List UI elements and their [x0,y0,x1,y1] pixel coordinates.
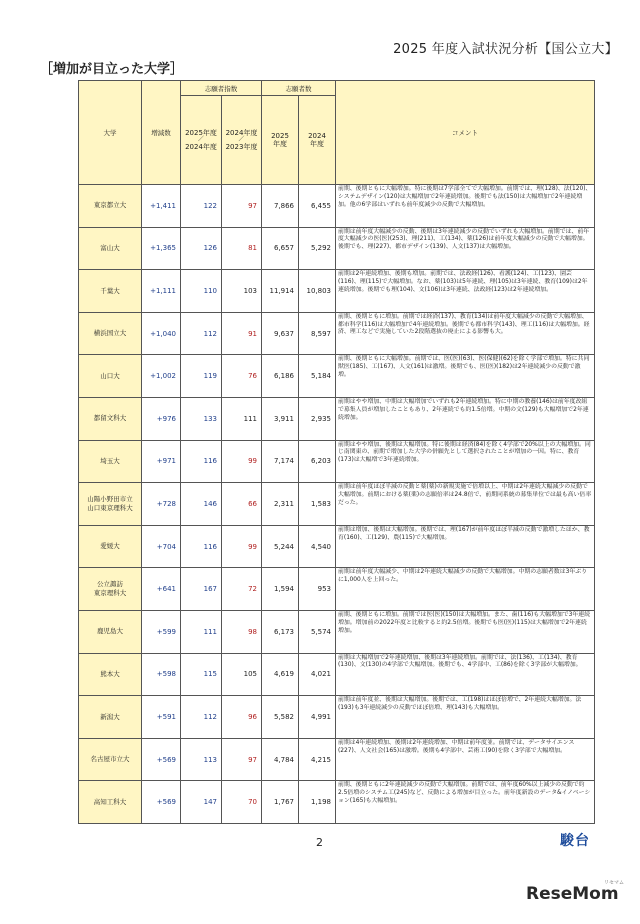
comment-cell: 前期は4年連続増加、後期は2年連続増加、中期は前年度並。前期では、データサイエンス(227)、人文社会(165)は激増。後期も4学部中、芸術工(90)を除く3学部で大幅増加。 [336,738,595,781]
university-name [79,738,142,781]
comment-cell: 前期は前年度並、後期は大幅増加。後期では、工(198)はほぼ倍増で、2年連続大幅増加。法(193)も3年連続減少の反動でほぼ倍増、理(143)も大幅増加。 [336,696,595,739]
applicants-2024: 5,574 [299,610,336,653]
applicant-change: +704 [142,525,181,568]
applicant-change: +728 [142,483,181,526]
applicants-2024: 5,292 [299,227,336,270]
applicant-change: +641 [142,568,181,611]
comment-cell: 前期はやや増加、後期は大幅増加。特に後期は経済(84)を除く4学部で20%以上の大幅増加。同じ南関東の、前期で増加した大学の併願先として選択されたことが増加の一因。特に、教育(173)は大幅増で3年連続増加。 [336,440,595,483]
table-row [79,185,595,228]
university-name [79,185,142,228]
applicant-index-2024: 70 [222,781,262,824]
applicant-index-2025: 110 [181,270,222,313]
applicant-index-2024: 98 [222,610,262,653]
university-name [79,270,142,313]
university-name [79,227,142,270]
applicant-index-2025: 113 [181,738,222,781]
university-name [79,483,142,526]
applicant-index-2025: 111 [181,610,222,653]
applicant-index-2024: 99 [222,440,262,483]
university-name [79,696,142,739]
comment-cell: 前期は前年度ほぼ半減の反動と薬(薬)の新規実施で倍増以上、中期は2年連続大幅減少の反動で大幅増加。前期における薬(薬)の志願倍率は24.8倍で、前期同系統の募集単位では最も高い倍率だった。 [336,483,595,526]
applicant-index-2025: 119 [181,355,222,398]
university-name [79,610,142,653]
applicants-2025: 11,914 [262,270,299,313]
applicants-2025-top: 2025 [271,131,289,140]
comment-cell: 前期、後期ともに大幅増加。特に後期は7学部全てで大幅増加。前期では、理(128)、法(120)、システムデザイン(120)は大幅増加で2年連続増加。後期でも法(150)は大幅増加で2年連続増加。他の6学部はいずれも前年度減少の反動で大幅増加。 [336,185,595,228]
column-header-index-2025 [181,96,222,185]
page-number: 2 [316,836,323,849]
comment-cell: 前期は2年連続増加、後期も増加。前期では、法政経(126)、看護(124)、工(123)、園芸(116)、理(115)で大幅増加。なお、薬(103)は5年連続、理(105)は3年連続、教育(109)は2年連続増加。後期でも理(104)、文(106)は3年連続、法政経(123)は2年連続増加。 [336,270,595,313]
applicant-index-2025: 167 [181,568,222,611]
applicant-index-2025: 122 [181,185,222,228]
applicant-change: +599 [142,610,181,653]
applicant-index-2024: 96 [222,696,262,739]
table-row [79,653,595,696]
applicants-2025: 1,767 [262,781,299,824]
university-name-line1: 埼玉大 [100,456,120,465]
applicant-increase-table [78,80,595,824]
comment-cell: 前期、後期ともに大幅増加。前期では、医(医)(63)、医(保健)(62)を除く学部で増加。特に共同獣医(185)、工(167)、人文(161)は激増。後期でも、医(医)(182)は2年連続減少の反動で激増。 [336,355,595,398]
applicants-2024: 6,455 [299,185,336,228]
comment-cell: 前期、後期ともに増加。前期では医(医)(150)は大幅増加。また、歯(116)も大幅増加で3年連続増加。増加前の2022年度と比較すると約2.5倍増。後期でも医(医)(115)は大幅増加で2年連続増加。 [336,610,595,653]
applicants-2025: 6,173 [262,610,299,653]
table-row [79,397,595,440]
university-name [79,355,142,398]
column-header-applicants-2024 [299,96,336,185]
table-row [79,312,595,355]
index-2024-top: 2024年度 [225,128,258,137]
applicant-index-2025: 116 [181,440,222,483]
applicant-index-2025: 126 [181,227,222,270]
index-2025-bottom: 2024年度 [185,142,217,151]
applicant-index-2024: 97 [222,185,262,228]
applicant-change: +976 [142,397,181,440]
university-name-line1: 横浜国立大 [93,329,127,338]
university-name [79,525,142,568]
table-row [79,227,595,270]
applicant-index-2024: 97 [222,738,262,781]
university-name [79,653,142,696]
applicants-2025: 6,186 [262,355,299,398]
column-header-change: 増減数 [142,81,181,185]
applicants-2024: 2,935 [299,397,336,440]
university-name [79,568,142,611]
applicants-2025: 5,582 [262,696,299,739]
applicants-2025-bottom: 年度 [273,140,287,148]
applicants-2025: 9,637 [262,312,299,355]
applicants-2025: 4,619 [262,653,299,696]
applicant-change: +1,002 [142,355,181,398]
comment-cell: 前期は大幅増加で2年連続増加、後期は3年連続増加。前期では、法(136)、工(134)、教育(130)、文(130)の4学部で大幅増加。後期でも、4学部中、工(86)を除く3学部が大幅増加。 [336,653,595,696]
applicants-2025: 4,784 [262,738,299,781]
table-row [79,355,595,398]
table-row [79,696,595,739]
applicant-index-2025: 133 [181,397,222,440]
applicant-change: +598 [142,653,181,696]
university-name-line1: 公立諏訪 [97,580,123,589]
applicants-2025: 1,594 [262,568,299,611]
index-2025-separator: ／ [197,136,204,144]
applicants-2025: 7,174 [262,440,299,483]
applicant-index-2024: 72 [222,568,262,611]
university-name-line1: 高知工科大 [93,797,127,806]
index-2024-separator: ／ [238,136,245,144]
applicant-index-2025: 116 [181,525,222,568]
university-name [79,312,142,355]
applicant-change: +1,411 [142,185,181,228]
university-name-line1: 名古屋市立大 [90,755,130,764]
university-name-line1: 愛媛大 [100,542,120,551]
applicants-2024: 8,597 [299,312,336,355]
column-header-comment: コメント [336,81,595,185]
index-2025-top: 2025年度 [185,128,217,137]
applicants-2024: 5,184 [299,355,336,398]
applicants-2025: 7,866 [262,185,299,228]
applicant-index-2024: 81 [222,227,262,270]
group-header-applicants: 志願者数 [262,81,336,96]
table-row [79,568,595,611]
applicants-2025: 6,657 [262,227,299,270]
comment-cell: 前期、後期ともに2年連続減少の反動で大幅増加。前期では、前年度60%以上減少の反動で約2.5倍増のシステム工(245)など、反動による増加が目立った。前年度新設のデータ&イノベーション(165)も大幅増加。 [336,781,595,824]
applicant-change: +569 [142,781,181,824]
university-name-line1: 山口大 [100,371,120,380]
applicant-index-2025: 112 [181,312,222,355]
university-name [79,781,142,824]
column-header-applicants-2025 [262,96,299,185]
applicants-2024: 6,203 [299,440,336,483]
table-row [79,610,595,653]
table-row [79,525,595,568]
applicant-index-2025: 147 [181,781,222,824]
university-name [79,440,142,483]
document-title: 2025 年度入試状況分析【国公立大】 [393,42,618,57]
resemom-logo: ReseMom [526,884,619,904]
applicant-change: +569 [142,738,181,781]
resemom-logo-subtitle: リセマム [604,880,624,886]
applicant-change: +1,111 [142,270,181,313]
group-header-applicant-index: 志願者指数 [181,81,262,96]
applicants-2024: 1,583 [299,483,336,526]
university-name-line1: 東京都立大 [93,201,127,210]
applicants-2024: 4,021 [299,653,336,696]
table-row [79,483,595,526]
university-name-line1: 千葉大 [100,286,120,295]
university-name-line2: 山口東京理科大 [87,503,133,512]
applicants-2024: 4,540 [299,525,336,568]
university-name-line1: 富山大 [100,244,120,252]
column-header-index-2024 [222,96,262,185]
table-row [79,738,595,781]
university-name-line1: 山陽小野田市立 [87,495,133,504]
applicant-index-2024: 103 [222,270,262,313]
applicant-index-2025: 115 [181,653,222,696]
university-name [79,397,142,440]
applicant-index-2024: 105 [222,653,262,696]
applicants-2025: 2,311 [262,483,299,526]
applicants-2024: 10,803 [299,270,336,313]
table-body [79,185,595,824]
section-title: ［増加が目立った大学］ [40,62,184,77]
applicants-2024: 953 [299,568,336,611]
applicant-index-2025: 146 [181,483,222,526]
table-row [79,781,595,824]
applicant-index-2024: 111 [222,397,262,440]
sundai-logo: 駿台 [560,833,590,849]
comment-cell: 前期、後期ともに増加。前期では経済(137)、教育(134)は前年度大幅減少の反動で大幅増加、都市科学(116)は大幅増加で4年連続増加。後期でも都市科学(143)、理工(116)は大幅増加。経済、理工などで実施していた2段階選抜の廃止による影響も大。 [336,312,595,355]
university-name-line1: 熊本大 [100,669,120,678]
index-2024-bottom: 2023年度 [225,142,258,151]
applicant-index-2024: 99 [222,525,262,568]
comment-cell: 前期はやや増加、中期は大幅増加でいずれも2年連続増加。特に中期の教養(146)は前年度改組で募集人員が増加したこともあり、2年連続でも約1.5倍増。中期の文(129)も大幅増加で2年連続増加。 [336,397,595,440]
applicant-change: +1,040 [142,312,181,355]
column-header-university: 大学 [79,81,142,185]
comment-cell: 前期は増加、後期は大幅増加。後期では、理(167)が前年度ほぼ半減の反動で激増したほか、教育(160)、工(129)、農(115)で大幅増加。 [336,525,595,568]
applicants-2024-bottom: 年度 [310,140,324,148]
applicant-index-2025: 112 [181,696,222,739]
applicant-index-2024: 76 [222,355,262,398]
table-row [79,440,595,483]
applicants-2025: 5,244 [262,525,299,568]
university-name-line1: 新潟大 [100,712,120,721]
applicant-change: +971 [142,440,181,483]
comment-cell: 前期は前年度大幅減少、中期は2年連続大幅減少の反動で大幅増加。中期の志願者数は3年ぶりに1,000人を上回った。 [336,568,595,611]
applicants-2025: 3,911 [262,397,299,440]
applicant-change: +1,365 [142,227,181,270]
applicant-index-2024: 66 [222,483,262,526]
applicant-change: +591 [142,696,181,739]
applicants-2024-top: 2024 [308,131,326,140]
university-name-line2: 東京理科大 [93,589,127,598]
comment-cell: 前期は前年度大幅減少の反動、後期は3年連続減少の反動でいずれも大幅増加。前期では、前年度大幅減少の医(医)(253)、理(211)、工(134)、薬(126)は前年度大幅減少の反動で大幅増加。後期でも、理(227)、都市デザイン(139)、人文(137)は大幅増加。 [336,227,595,270]
university-name-line1: 都留文科大 [93,414,127,423]
applicants-2024: 4,991 [299,696,336,739]
applicants-2024: 1,198 [299,781,336,824]
table-row [79,270,595,313]
applicants-2024: 4,215 [299,738,336,781]
university-name-line1: 鹿児島大 [97,627,123,636]
applicant-index-2024: 91 [222,312,262,355]
